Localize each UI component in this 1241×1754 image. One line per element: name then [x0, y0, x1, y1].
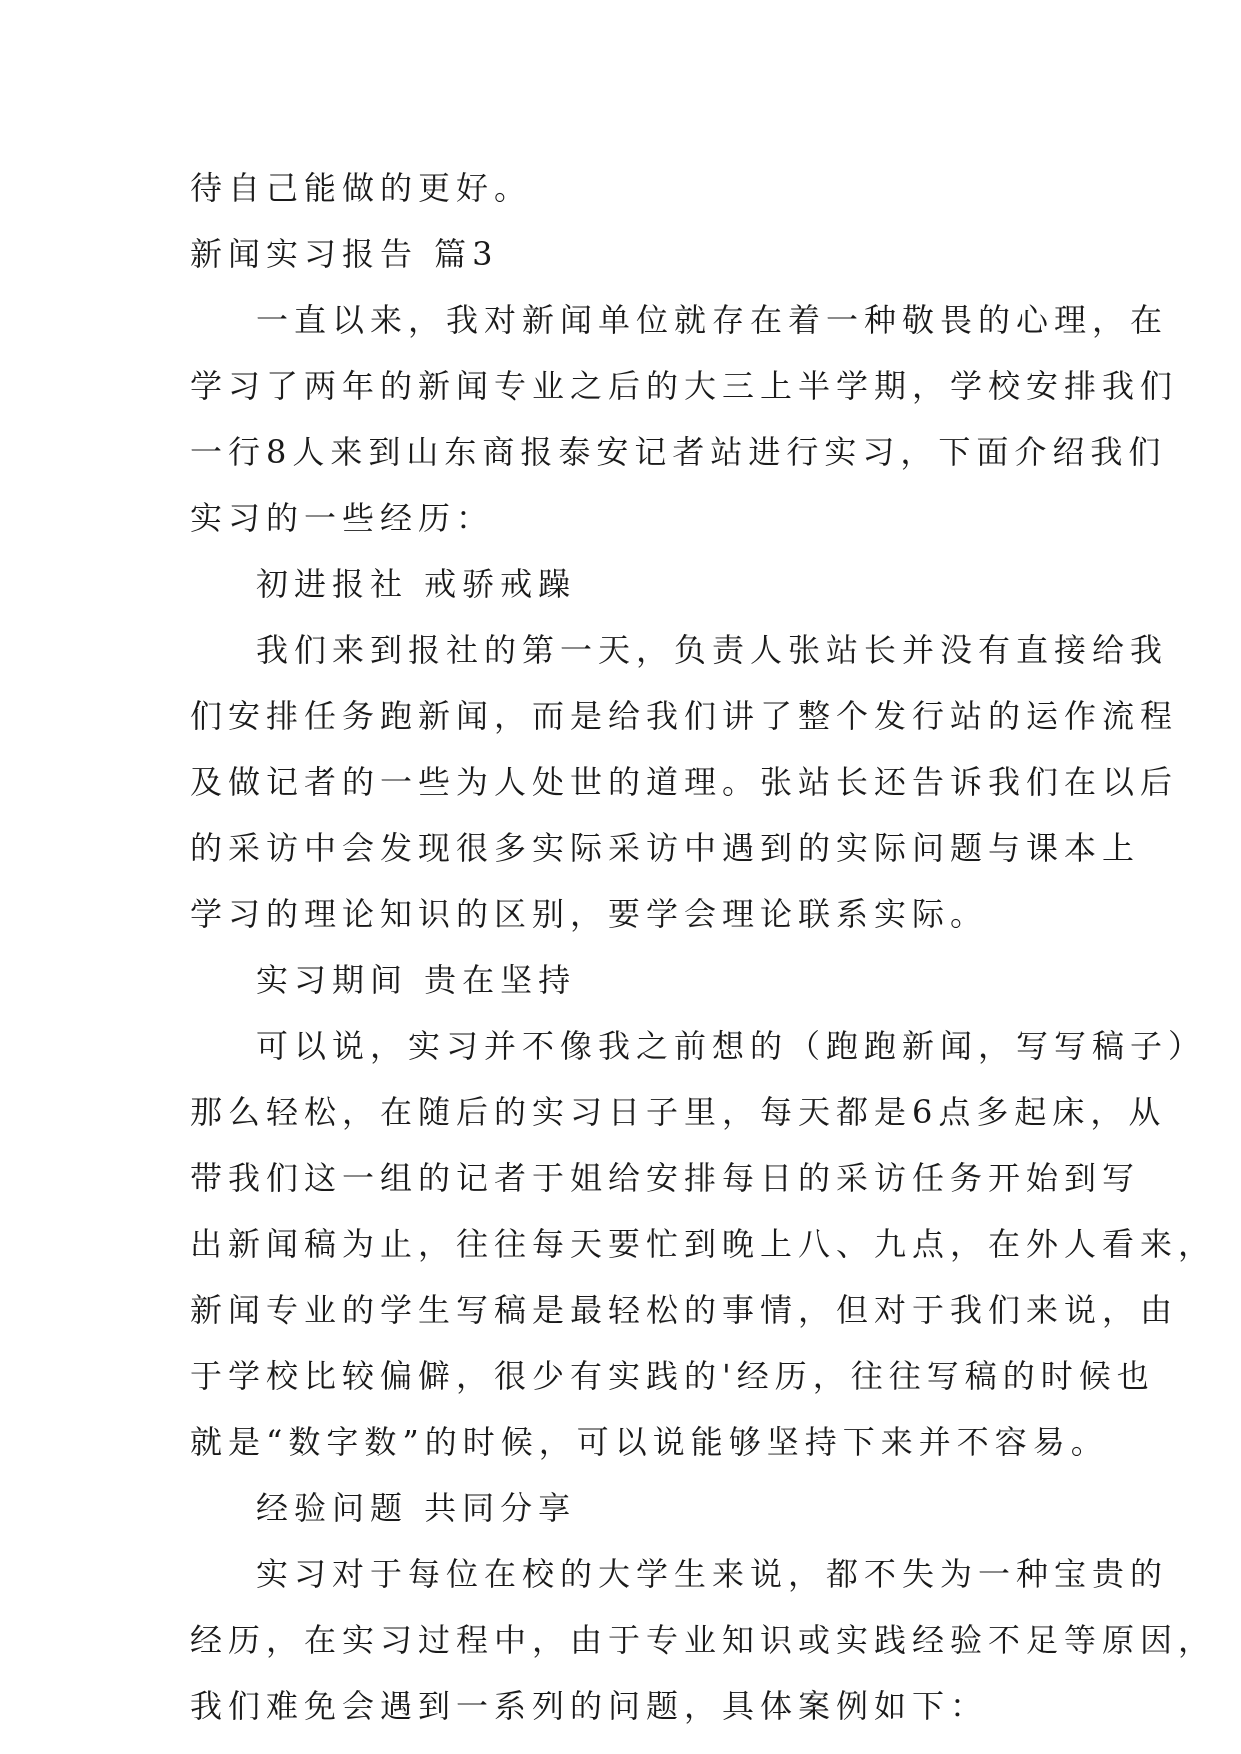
paragraph-line: 出新闻稿为止，往往每天要忙到晚上八、九点，在外人看来， [190, 1225, 1217, 1263]
subheading: 初进报社 戒骄戒躁 [256, 565, 577, 603]
subheading: 经验问题 共同分享 [256, 1489, 577, 1527]
text-line: 待自己能做的更好。 [190, 169, 533, 207]
paragraph-line: 带我们这一组的记者于姐给安排每日的采访任务开始到写 [190, 1159, 1141, 1197]
paragraph-line: 的采访中会发现很多实际采访中遇到的实际问题与课本上 [190, 829, 1141, 867]
paragraph-line: 于学校比较偏僻，很少有实践的'经历，往往写稿的时候也 [190, 1357, 1155, 1395]
paragraph-line: 及做记者的一些为人处世的道理。张站长还告诉我们在以后 [190, 763, 1179, 801]
paragraph-line: 就是“数字数”的时候，可以说能够坚持下来并不容易。 [190, 1423, 1109, 1461]
paragraph-line: 那么轻松，在随后的实习日子里，每天都是6点多起床，从 [190, 1093, 1167, 1131]
paragraph-line: 实习的一些经历： [190, 499, 495, 537]
paragraph-line: 经历，在实习过程中，由于专业知识或实践经验不足等原因， [190, 1621, 1217, 1659]
section-title: 新闻实习报告 篇3 [190, 235, 499, 273]
paragraph-line: 可以说，实习并不像我之前想的（跑跑新闻，写写稿子） [256, 1027, 1207, 1065]
paragraph-line: 一直以来，我对新闻单位就存在着一种敬畏的心理，在 [256, 301, 1169, 339]
subheading: 实习期间 贵在坚持 [256, 961, 577, 999]
paragraph-line: 学习的理论知识的区别，要学会理论联系实际。 [190, 895, 989, 933]
paragraph-line: 一行8人来到山东商报泰安记者站进行实习，下面介绍我们 [190, 433, 1167, 471]
paragraph-line: 我们来到报社的第一天，负责人张站长并没有直接给我 [256, 631, 1169, 669]
paragraph-line: 们安排任务跑新闻，而是给我们讲了整个发行站的运作流程 [190, 697, 1179, 735]
paragraph-line: 实习对于每位在校的大学生来说，都不失为一种宝贵的 [256, 1555, 1169, 1593]
paragraph-line: 新闻专业的学生写稿是最轻松的事情，但对于我们来说，由 [190, 1291, 1179, 1329]
paragraph-line: 学习了两年的新闻专业之后的大三上半学期，学校安排我们 [190, 367, 1179, 405]
paragraph-line: 我们难免会遇到一系列的问题，具体案例如下： [190, 1687, 989, 1725]
